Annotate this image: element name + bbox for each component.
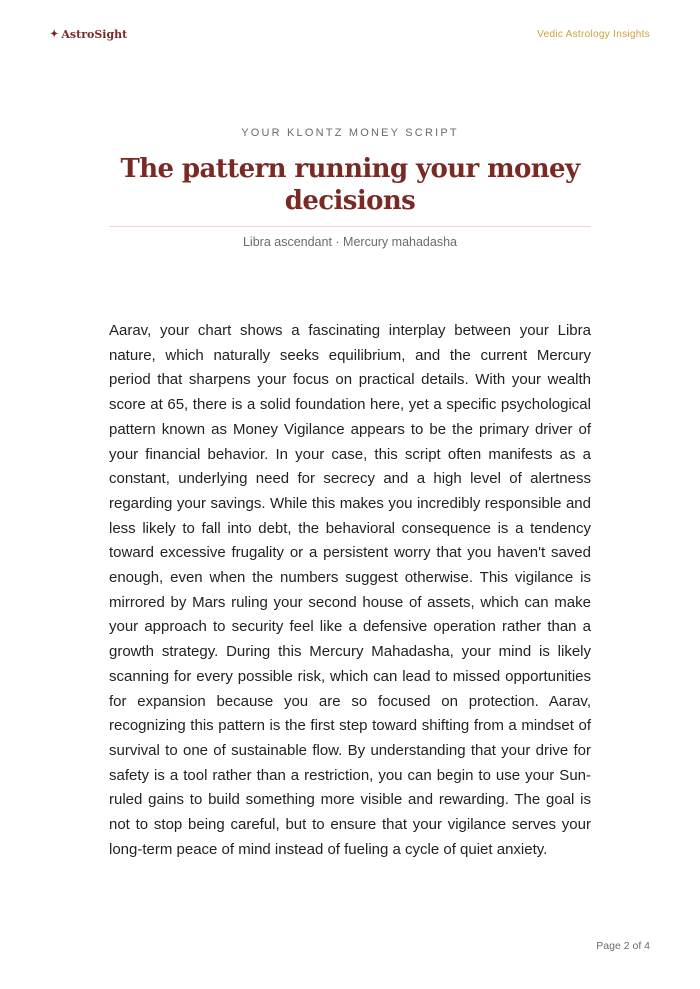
top-bar [50, 26, 650, 42]
brand-logo [50, 28, 127, 41]
chart-subtitle: Libra ascendant · Mercury mahadasha [242, 235, 457, 249]
section-eyebrow: YOUR KLONTZ MONEY SCRIPT [241, 127, 459, 139]
star-icon: ✦ [50, 28, 59, 40]
title-divider [109, 226, 591, 227]
page-title: The pattern running your money decisions [120, 154, 580, 216]
body-paragraph: Aarav, your chart shows a fascinating interplay between your Libra nature, which naturally seeks equilibrium, and the current Mercury period that sharpens your focus on practical details. With your wealth score at 65, there is a solid foundation here, yet a specific psychological pattern known as Money Vigilance appears to be the primary driver of your financial behavior. In your case, this script often manifests as a constant, underlying need for secrecy and a high level of alertness regarding your savings. While this makes you incredibly responsible and less likely to fall into debt, the behavioral consequence is a tendency toward excessive frugality or a persistent worry that you haven't saved enough, even when the numbers suggest otherwise. This vigilance is mirrored by Mars ruling your second house of assets, which can make your approach to security feel like a defensive operation rather than a growth strategy. During this Mercury Mahadasha, your mind is likely scanning for every possible risk, which can lead to missed opportunities for expansion because you are so focused on protection. Aarav, recognizing this pattern is the first step toward shifting from a mindset of survival to one of sustainable flow. By understanding that your drive for safety is a tool rather than a restriction, you can begin to use your Sun-ruled gains to build something more visible and rewarding. The goal is not to stop being careful, but to ensure that your vigilance serves your long-term peace of mind instead of fueling a cycle of quiet anxiety. [109, 322, 591, 858]
brand-name: AstroSight [61, 27, 128, 41]
brand-tagline: Vedic Astrology Insights [537, 28, 650, 40]
page-number: Page 2 of 4 [596, 940, 650, 952]
section-header [109, 125, 591, 250]
